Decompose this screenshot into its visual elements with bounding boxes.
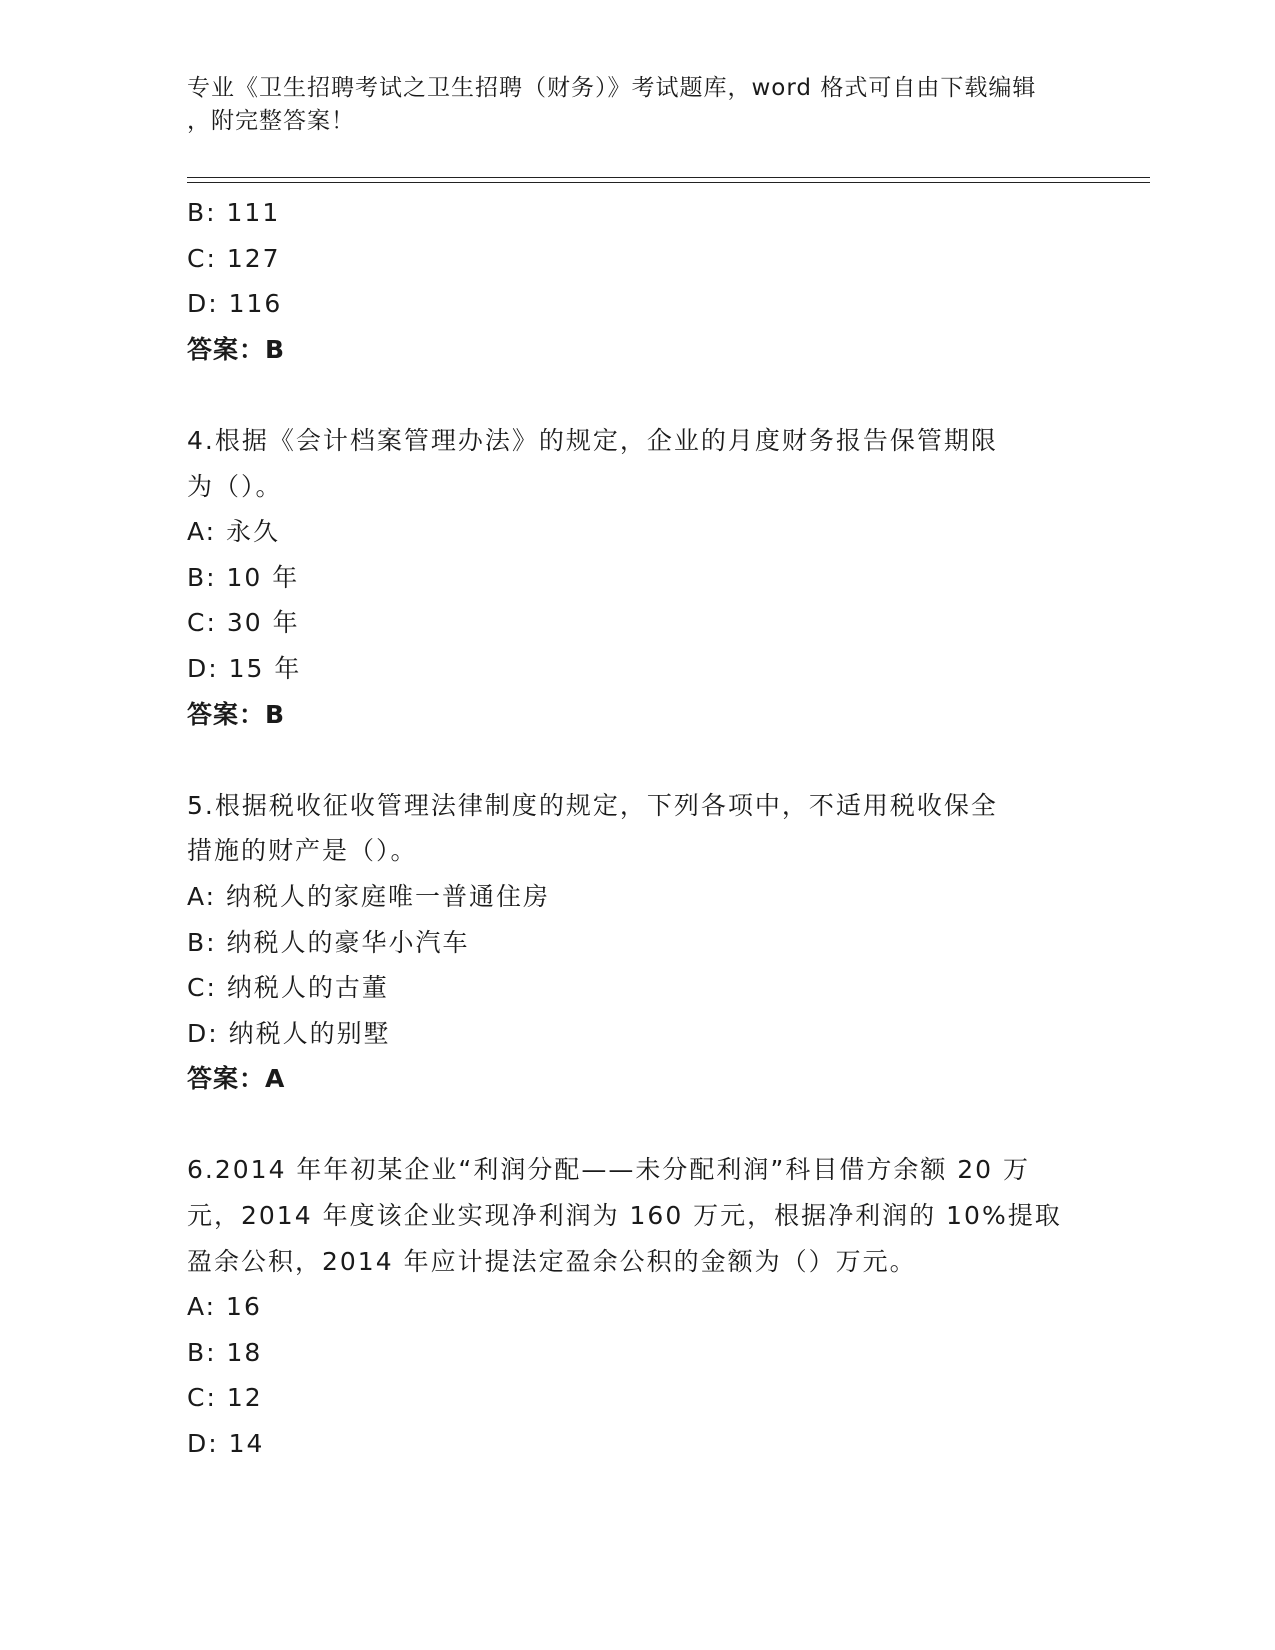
spacer — [187, 737, 1087, 783]
question-stem: 措施的财产是（）。 — [187, 836, 418, 866]
option-c: C: 12 — [187, 1383, 263, 1413]
page-header — [187, 72, 1067, 138]
question-stem: 为（）。 — [187, 471, 283, 501]
option-b: B: 纳税人的豪华小汽车 — [187, 927, 470, 957]
question-stem: 盈余公积，2014 年应计提法定盈余公积的金额为（）万元。 — [187, 1246, 917, 1276]
question-5 — [187, 783, 1087, 1102]
option-a: A: 16 — [187, 1292, 262, 1322]
option-c: C: 纳税人的古董 — [187, 973, 389, 1003]
question-6 — [187, 1147, 1087, 1466]
question-stem: 6.2014 年年初某企业“利润分配——未分配利润”科目借方余额 20 万 — [187, 1155, 1031, 1185]
question-stem: 5.根据税收征收管理法律制度的规定，下列各项中，不适用税收保全 — [187, 790, 998, 820]
option-d: D: 116 — [187, 289, 283, 319]
question-4 — [187, 418, 1087, 737]
answer: 答案：B — [187, 334, 286, 364]
option-b: B: 18 — [187, 1337, 263, 1367]
option-c: C: 127 — [187, 243, 281, 273]
header-divider-top — [187, 177, 1150, 178]
option-d: D: 纳税人的别墅 — [187, 1018, 391, 1048]
option-a: A: 纳税人的家庭唯一普通住房 — [187, 881, 551, 911]
option-d: D: 15 年 — [187, 653, 302, 683]
question-stem: 4.根据《会计档案管理办法》的规定，企业的月度财务报告保管期限 — [187, 425, 998, 455]
header-divider-bottom — [187, 182, 1150, 183]
question-content — [187, 190, 1087, 1467]
option-b: B: 111 — [187, 198, 281, 227]
answer: 答案：B — [187, 699, 286, 729]
answer: 答案：A — [187, 1064, 286, 1094]
question-stem: 元，2014 年度该企业实现净利润为 160 万元，根据净利润的 10%提取 — [187, 1201, 1062, 1231]
header-line-1: 专业《卫生招聘考试之卫生招聘（财务）》考试题库，word 格式可自由下载编辑 — [187, 75, 1037, 101]
spacer — [187, 372, 1087, 418]
spacer — [187, 1102, 1087, 1148]
option-b: B: 10 年 — [187, 562, 300, 592]
option-d: D: 14 — [187, 1429, 265, 1459]
header-line-2: ，附完整答案！ — [187, 108, 355, 134]
option-a: A: 永久 — [187, 517, 281, 547]
option-c: C: 30 年 — [187, 608, 300, 638]
question-3-tail — [187, 190, 1087, 372]
